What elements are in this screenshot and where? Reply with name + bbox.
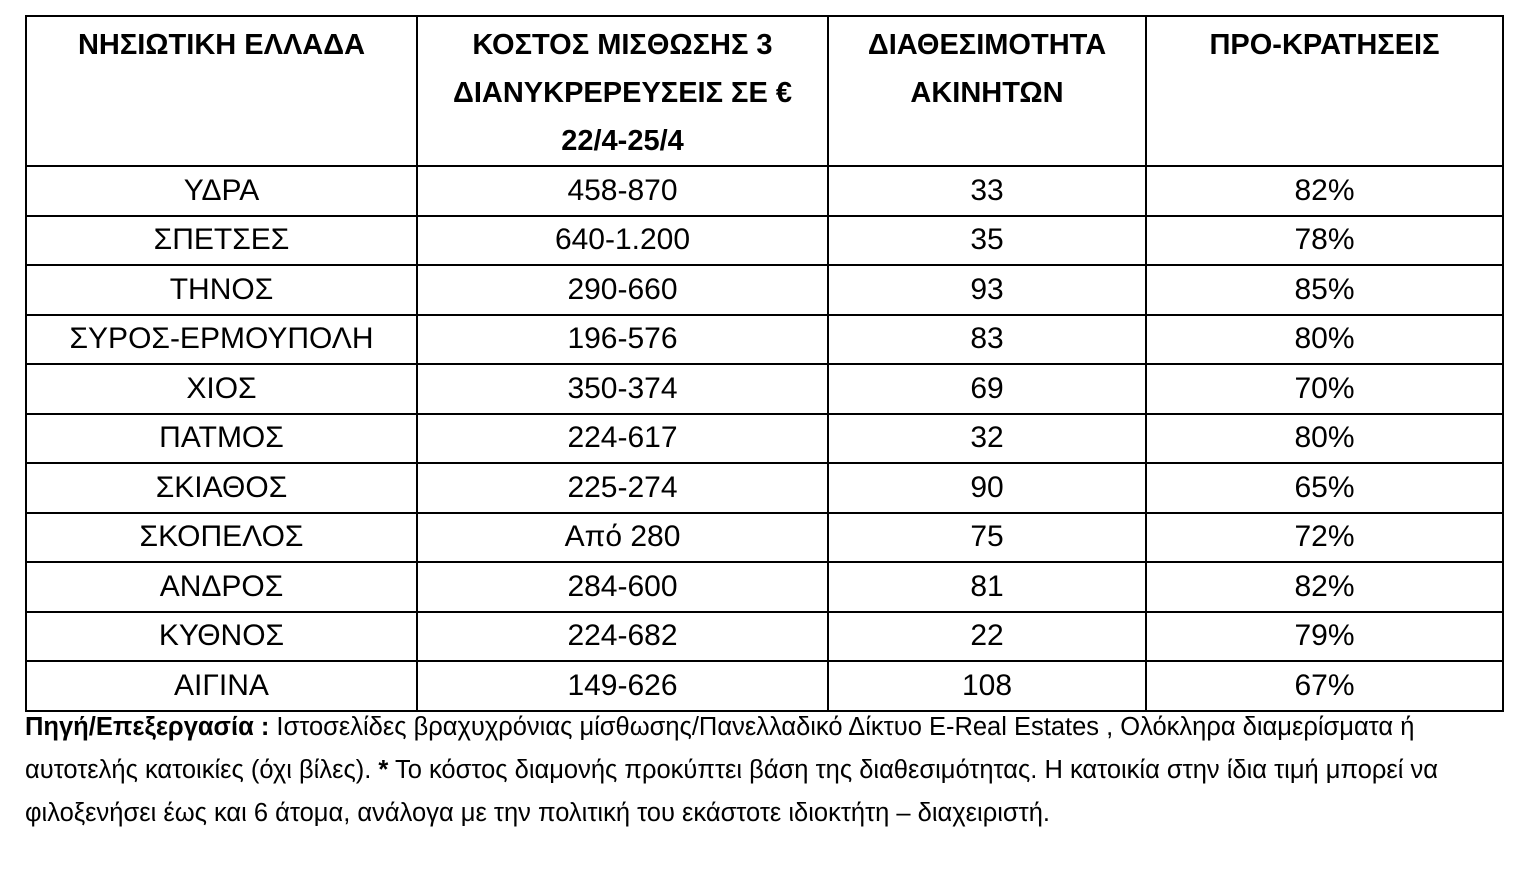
cell-island: ΚΥΘΝΟΣ [26, 612, 417, 662]
cell-pre-bookings: 80% [1146, 315, 1503, 365]
table-row [26, 364, 1503, 414]
asterisk-marker: * [378, 756, 389, 784]
table-header-row [26, 16, 1503, 166]
cell-island: ΣΥΡΟΣ-ΕΡΜΟΥΠΟΛΗ [26, 315, 417, 365]
cell-island: ΣΚΙΑΘΟΣ [26, 463, 417, 513]
cell-island: ΑΙΓΙΝΑ [26, 661, 417, 711]
table-row [26, 166, 1503, 216]
cell-island: ΣΚΟΠΕΛΟΣ [26, 513, 417, 563]
cell-availability: 32 [828, 414, 1146, 464]
cell-island: ΑΝΔΡΟΣ [26, 562, 417, 612]
cell-pre-bookings: 67% [1146, 661, 1503, 711]
header-pre-bookings: ΠΡΟ-ΚΡΑΤΗΣΕΙΣ [1146, 16, 1503, 166]
cell-rental-cost: 224-617 [417, 414, 828, 464]
table-row [26, 265, 1503, 315]
cell-availability: 83 [828, 315, 1146, 365]
cell-island: ΣΠΕΤΣΕΣ [26, 216, 417, 266]
cell-island: ΠΑΤΜΟΣ [26, 414, 417, 464]
table-row [26, 414, 1503, 464]
cell-availability: 35 [828, 216, 1146, 266]
table-row [26, 216, 1503, 266]
source-text: Ιστοσελίδες βραχυχρόνιας μίσθωσης/Πανελλαδικό Δίκτυο E-Real Estates , Ολόκληρα διαμερίσματα ή αυτοτελής κατοικίες (όχι βίλες). [25, 713, 1415, 784]
cell-rental-cost: Από 280 [417, 513, 828, 563]
cell-island: ΤΗΝΟΣ [26, 265, 417, 315]
header-island: ΝΗΣΙΩΤΙΚΗ ΕΛΛΑΔΑ [26, 16, 417, 166]
cell-availability: 93 [828, 265, 1146, 315]
cell-rental-cost: 290-660 [417, 265, 828, 315]
table-row [26, 661, 1503, 711]
cell-pre-bookings: 72% [1146, 513, 1503, 563]
source-label: Πηγή/Επεξεργασία : [25, 713, 270, 741]
cell-island: ΥΔΡΑ [26, 166, 417, 216]
cell-rental-cost: 350-374 [417, 364, 828, 414]
cell-rental-cost: 225-274 [417, 463, 828, 513]
cell-rental-cost: 224-682 [417, 612, 828, 662]
rental-cost-table-container [25, 15, 1502, 712]
cell-rental-cost: 640-1.200 [417, 216, 828, 266]
table-row [26, 463, 1503, 513]
source-footnote [25, 706, 1505, 835]
cell-pre-bookings: 82% [1146, 562, 1503, 612]
table-row [26, 315, 1503, 365]
cell-pre-bookings: 78% [1146, 216, 1503, 266]
cell-availability: 75 [828, 513, 1146, 563]
cell-pre-bookings: 70% [1146, 364, 1503, 414]
header-availability: ΔΙΑΘΕΣΙΜΟΤΗΤΑ ΑΚΙΝΗΤΩΝ [828, 16, 1146, 166]
table-row [26, 562, 1503, 612]
cell-rental-cost: 458-870 [417, 166, 828, 216]
cell-availability: 90 [828, 463, 1146, 513]
cell-rental-cost: 149-626 [417, 661, 828, 711]
cell-rental-cost: 284-600 [417, 562, 828, 612]
cell-availability: 108 [828, 661, 1146, 711]
cell-pre-bookings: 79% [1146, 612, 1503, 662]
cell-availability: 33 [828, 166, 1146, 216]
cell-island: ΧΙΟΣ [26, 364, 417, 414]
cell-pre-bookings: 82% [1146, 166, 1503, 216]
header-rental-cost: ΚΟΣΤΟΣ ΜΙΣΘΩΣΗΣ 3 ΔΙΑΝΥΚΡΕΡΕΥΣΕΙΣ ΣΕ € 22/4-25/4 [417, 16, 828, 166]
cell-rental-cost: 196-576 [417, 315, 828, 365]
cell-availability: 22 [828, 612, 1146, 662]
rental-cost-table [25, 15, 1504, 712]
cell-availability: 81 [828, 562, 1146, 612]
table-row [26, 513, 1503, 563]
table-row [26, 612, 1503, 662]
cell-pre-bookings: 85% [1146, 265, 1503, 315]
cell-pre-bookings: 80% [1146, 414, 1503, 464]
cell-availability: 69 [828, 364, 1146, 414]
cell-pre-bookings: 65% [1146, 463, 1503, 513]
cost-note-text: Το κόστος διαμονής προκύπτει βάση της διαθεσιμότητας. Η κατοικία στην ίδια τιμή μπορεί να φιλοξενήσει έως και 6 άτομα, ανάλογα με την πολιτική του εκάστοτε ιδιοκτήτη – διαχειριστή. [25, 756, 1439, 827]
